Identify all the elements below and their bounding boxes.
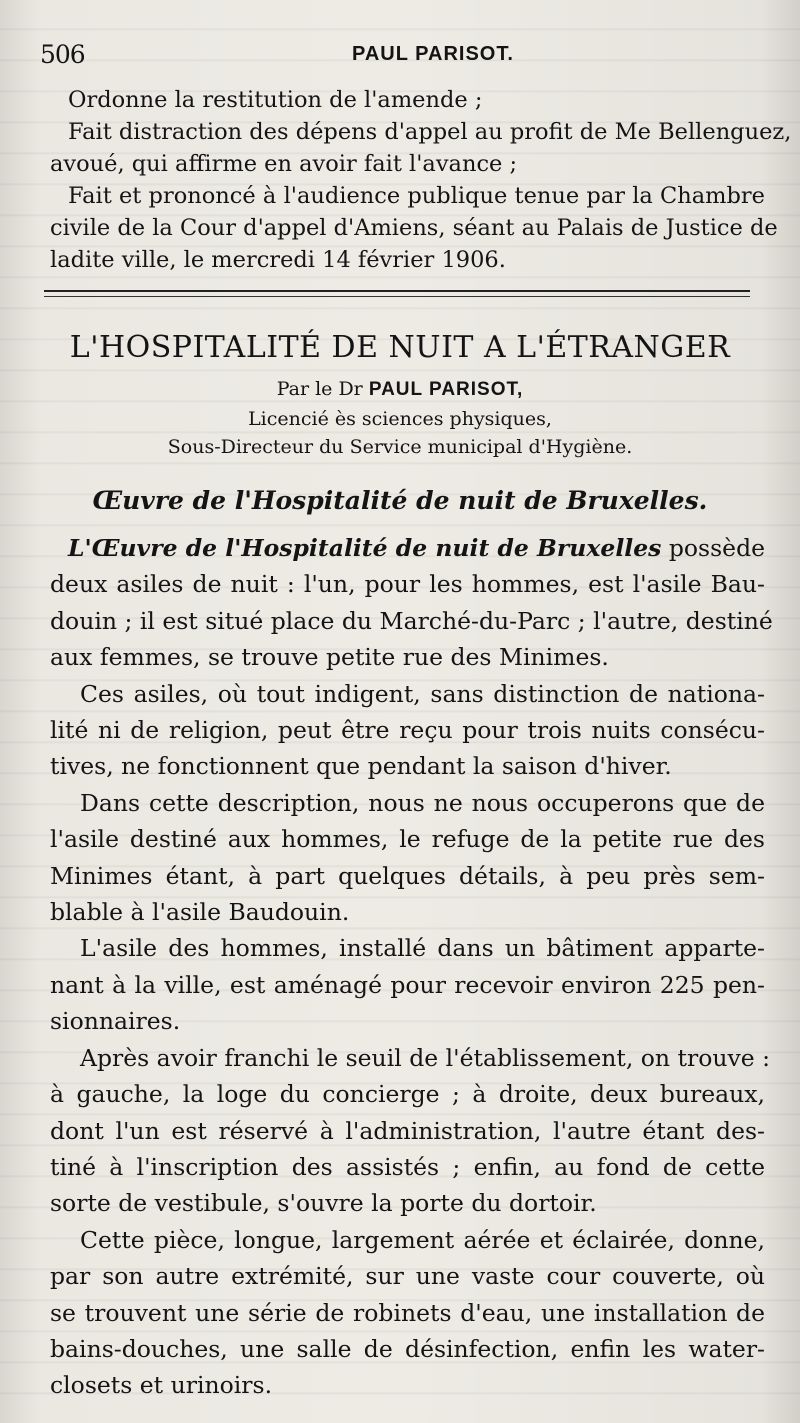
author-position: Sous-Directeur du Service municipal d'Hygiène. (167, 436, 633, 458)
text-line: tives, ne fonctionnent que pendant la saison d'hiver. (50, 752, 672, 781)
text-line: douin ; il est situé place du Marché-du-Parc ; l'autre, destiné (50, 606, 773, 635)
text-line: blable à l'asile Baudouin. (50, 898, 350, 927)
text-line: deux asiles de nuit : l'un, pour les hommes, est l'asile Bau- (50, 570, 765, 599)
text-line: aux femmes, se trouve petite rue des Minimes. (50, 643, 609, 672)
text-line: Après avoir franchi le seuil de l'établissement, on trouve : (80, 1043, 771, 1072)
text-line: Dans cette description, nous ne nous occuperons que de (80, 788, 765, 817)
text-line: Fait distraction des dépens d'appel au profit de Me Bellenguez, (68, 119, 792, 145)
author-credential: Licencié ès sciences physiques, (248, 408, 552, 430)
text-line: à gauche, la loge du concierge ; à droite, deux bureaux, (50, 1080, 765, 1109)
article-title: L'HOSPITALITÉ DE NUIT A L'ÉTRANGER (69, 330, 731, 365)
byline-prefix: Par le Dr (276, 378, 363, 400)
text-line: closets et urinoirs. (50, 1371, 273, 1400)
text-line: Ordonne la restitution de l'amende ; (68, 87, 483, 113)
section-heading: Œuvre de l'Hospitalité de nuit de Bruxelles. (92, 486, 708, 515)
text-line: Ces asiles, où tout indigent, sans distinction de nationa- (80, 679, 765, 708)
section-divider-thick (44, 290, 750, 292)
text-line: sorte de vestibule, s'ouvre la porte du dortoir. (50, 1189, 597, 1218)
page-number: 506 (40, 40, 85, 69)
text-line: bains-douches, une salle de désinfection, enfin les water- (50, 1334, 765, 1363)
text-line: sionnaires. (50, 1007, 181, 1036)
text-line: l'asile destiné aux hommes, le refuge de la petite rue des (50, 825, 765, 854)
section-divider-thin (44, 296, 750, 297)
text-line: dont l'un est réservé à l'administration, l'autre étant des- (50, 1116, 765, 1145)
text-fragment: possède (661, 534, 766, 562)
text-line: civile de la Cour d'appel d'Amiens, séant au Palais de Justice de (50, 215, 778, 241)
previous-article-ending (50, 84, 792, 276)
text-line: avoué, qui affirme en avoir fait l'avance ; (50, 151, 518, 177)
article-body (50, 530, 773, 1404)
text-line: Cette pièce, longue, largement aérée et éclairée, donne, (80, 1225, 765, 1254)
text-line: ladite ville, le mercredi 14 février 1906. (50, 247, 506, 273)
text-line (50, 530, 765, 566)
text-line: L'asile des hommes, installé dans un bâtiment apparte- (80, 934, 765, 963)
author-name: PAUL PARISOT, (368, 379, 524, 400)
text-line: Fait et prononcé à l'audience publique tenue par la Chambre (68, 183, 765, 209)
text-line: tiné à l'inscription des assistés ; enfin, au fond de cette (50, 1152, 765, 1181)
text-line: par son autre extrémité, sur une vaste cour couverte, où (50, 1262, 765, 1291)
article-byline (40, 378, 760, 401)
page-header (40, 40, 760, 72)
text-line: nant à la ville, est aménagé pour recevoir environ 225 pen- (50, 970, 765, 999)
italic-title-ref: L'Œuvre de l'Hospitalité de nuit de Bruxelles (68, 534, 662, 562)
text-line: Minimes étant, à part quelques détails, à peu près sem- (50, 861, 765, 890)
text-line: se trouvent une série de robinets d'eau, une installation de (50, 1298, 765, 1327)
text-line: lité ni de religion, peut être reçu pour trois nuits consécu- (50, 716, 765, 745)
running-head: PAUL PARISOT. (352, 43, 514, 65)
